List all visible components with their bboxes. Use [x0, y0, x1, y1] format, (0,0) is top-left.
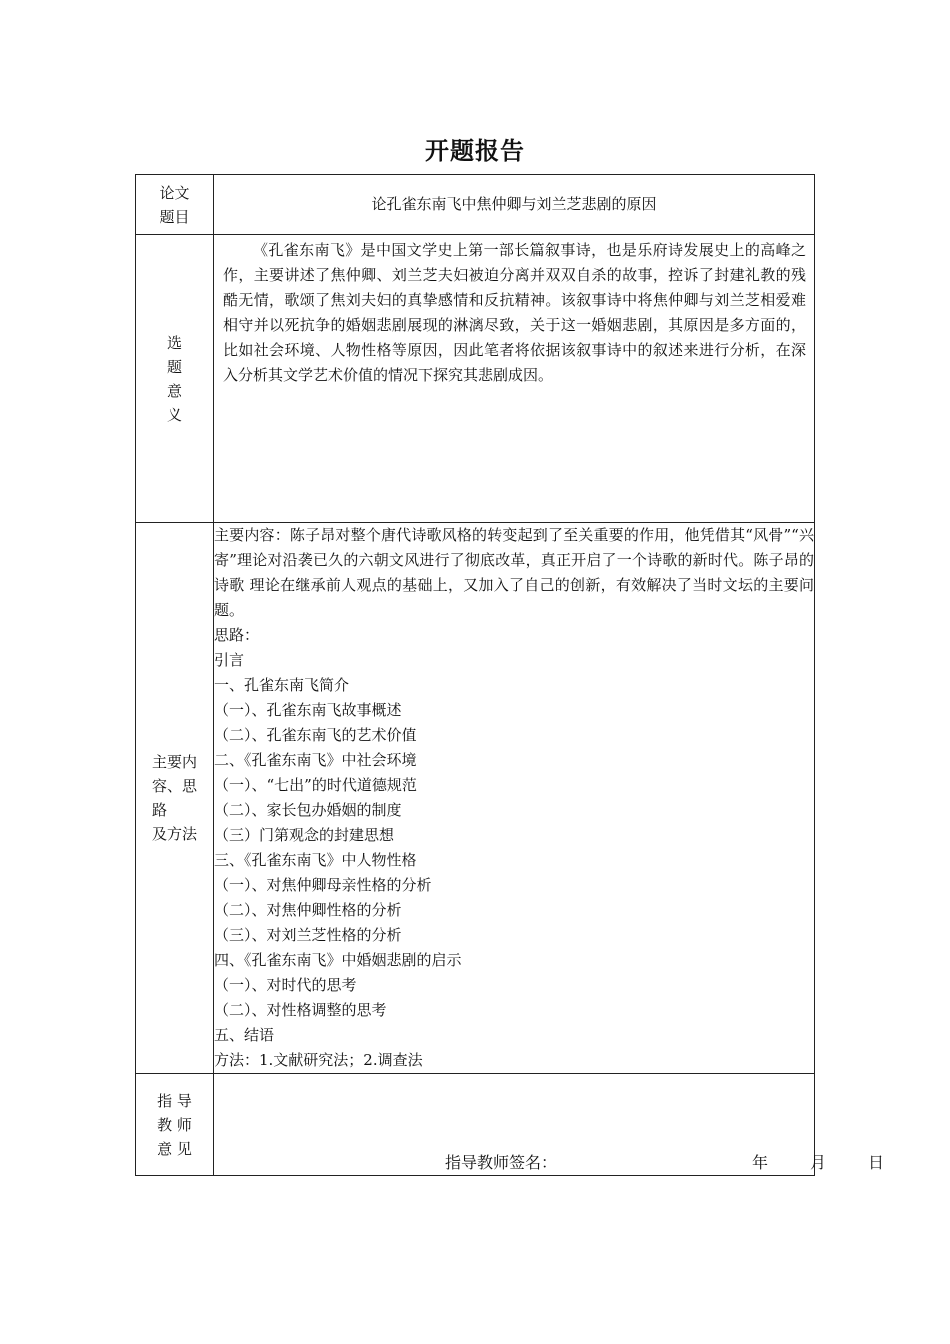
content-text-cell: [214, 523, 815, 1074]
content-label-line: 路: [151, 801, 167, 819]
significance-label-cell: [136, 235, 214, 523]
content-label-line: 主要内: [151, 753, 197, 771]
content-label-line: 容、思: [151, 777, 197, 795]
date-day-label: 日: [868, 1153, 885, 1172]
outline-line: （二）、孔雀东南飞的艺术价值: [214, 726, 417, 744]
topic-label: [159, 181, 189, 229]
date-year-label: 年: [752, 1153, 769, 1172]
significance-label-char: 义: [166, 405, 182, 424]
significance-row: [136, 235, 815, 523]
advisor-label-line: 意 见: [157, 1139, 192, 1158]
report-table: [135, 174, 885, 1176]
outline-line: （二）、对焦仲卿性格的分析: [214, 901, 402, 919]
outline-line: 二、《孔雀东南飞》中社会环境: [214, 751, 417, 769]
outline-line: 五、结语: [214, 1026, 275, 1044]
outline-line: 一、孔雀东南飞简介: [214, 676, 350, 694]
outline-line: 引言: [214, 651, 245, 669]
outline-line: （三）门第观念的封建思想: [214, 826, 395, 844]
advisor-label-line: 指 导: [157, 1091, 192, 1110]
outline-line: （二）、对性格调整的思考: [214, 1001, 387, 1019]
topic-row: [136, 175, 815, 235]
topic-label-line: 题目: [159, 207, 190, 226]
outline-line: 四、《孔雀东南飞》中婚姻悲剧的启示: [214, 951, 462, 969]
advisor-label-cell: [136, 1074, 214, 1176]
outline-line: （二）、家长包办婚姻的制度: [214, 801, 402, 819]
significance-label-char: 选: [166, 333, 182, 352]
significance-label: [167, 331, 182, 427]
outline-line: （一）、对时代的思考: [214, 976, 357, 994]
outline-line: 思路：: [214, 626, 260, 644]
outline-line: （一）、对焦仲卿母亲性格的分析: [214, 876, 432, 894]
topic-value: 论孔雀东南飞中焦仲卿与刘兰芝悲剧的原因: [371, 195, 657, 213]
page-title: 开题报告: [425, 137, 525, 165]
advisor-opinion-cell[interactable]: [214, 1074, 885, 1176]
date-month-label: 月: [810, 1153, 827, 1172]
significance-paragraph: 《孔雀东南飞》是中国文学史上第一部长篇叙事诗，也是乐府诗发展史上的高峰之作，主要讲述了焦仲卿、刘兰芝夫妇被迫分离并双双自杀的故事，控诉了封建礼教的残酷无情，歌颂了焦刘夫妇的真挚感情和反抗精神。该叙事诗中将焦仲卿与刘兰芝相爱难相守并以死抗争的婚姻悲剧展现的淋漓尽致，关于这一婚姻悲剧，其原因是多方面的，比如社会环境、人物性格等原因，因此笔者将依据该叙事诗中的叙述来进行分析，在深入分析其文学艺术价值的情况下探究其悲剧成因。: [223, 241, 806, 384]
content-label: [152, 750, 197, 846]
advisor-label-line: 教 师: [157, 1115, 192, 1134]
topic-label-line: 论文: [159, 183, 190, 202]
significance-label-char: 题: [166, 357, 182, 376]
signature-row: [214, 1149, 885, 1175]
content-row: [136, 523, 815, 1074]
significance-label-char: 意: [166, 381, 182, 400]
outline-line: 三、《孔雀东南飞》中人物性格: [214, 851, 417, 869]
signature-label: 指导教师签名：: [445, 1153, 558, 1172]
main-content-paragraph: 主要内容：陈子昂对整个唐代诗歌风格的转变起到了至关重要的作用，他凭借其“风骨”“兴 寄”理论对沿袭已久的六朝文风进行了彻底改革，真正开启了一个诗歌的新时代。陈子昂的诗歌 理论在继承前人观点的基础上，又加入了自己的创新，有效解决了当时文坛的主要问题。: [214, 526, 814, 619]
advisor-opinion-area: [214, 1074, 885, 1175]
outline-line: （一）、孔雀东南飞故事概述: [214, 701, 402, 719]
content-label-line: 及方法: [151, 825, 197, 843]
outline-line: （一）、“七出”的时代道德规范: [214, 776, 417, 794]
topic-label-cell: [136, 175, 214, 235]
method-line: 方法：1.文献研究法；2.调查法: [214, 1051, 423, 1069]
advisor-label: [157, 1089, 192, 1161]
topic-value-cell: [214, 175, 815, 235]
content-label-cell: [136, 523, 214, 1074]
outline-line: （三）、对刘兰芝性格的分析: [214, 926, 402, 944]
advisor-row: [136, 1074, 815, 1176]
significance-text-cell: [214, 235, 815, 523]
